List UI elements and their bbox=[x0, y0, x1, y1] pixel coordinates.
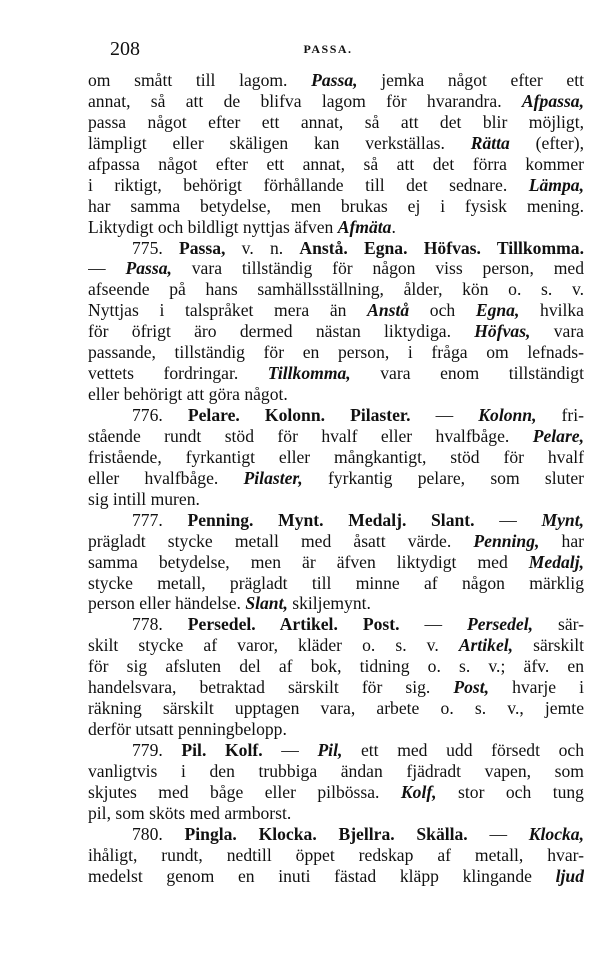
text-line bbox=[88, 321, 584, 342]
keyword: Pilaster, bbox=[243, 467, 303, 488]
text-run: sär- bbox=[533, 614, 584, 635]
text-line bbox=[88, 175, 584, 196]
entry-heading: Anstå. Egna. Höfvas. Tillkomma. bbox=[299, 237, 584, 258]
keyword: Mynt, bbox=[541, 509, 584, 530]
text-run: . bbox=[391, 216, 396, 237]
keyword: Anstå bbox=[367, 300, 410, 321]
text-run: stor och tung bbox=[436, 781, 584, 802]
text-run: derför utsatt penningbelopp. bbox=[88, 719, 287, 740]
text-run: 775. bbox=[132, 237, 180, 258]
text-line bbox=[88, 782, 584, 803]
text-run: fri- bbox=[536, 405, 584, 425]
text-run: — bbox=[88, 258, 126, 279]
page-number: 208 bbox=[110, 38, 140, 60]
keyword: Egna, bbox=[475, 300, 520, 321]
entry-heading: Pelare. Kolonn. Pilaster. bbox=[187, 405, 411, 425]
keyword: Höfvas, bbox=[474, 321, 531, 342]
keyword: Kolf, bbox=[400, 781, 437, 802]
text-run: hvarje i bbox=[489, 677, 584, 698]
keyword: Pelare, bbox=[532, 425, 584, 446]
text-line bbox=[88, 300, 584, 321]
text-run: passande, tillständig för en person, i fråga om lefnads- bbox=[88, 342, 584, 363]
keyword: Rätta bbox=[470, 132, 510, 153]
text-line bbox=[88, 866, 584, 887]
entry-heading: Passa, bbox=[179, 237, 226, 258]
text-line bbox=[88, 426, 584, 447]
text-run: passa något efter ett annat, så att det blir möjligt, bbox=[88, 111, 584, 132]
text-run: 776. bbox=[132, 405, 188, 425]
keyword: Medalj, bbox=[528, 551, 584, 572]
keyword: Lämpa, bbox=[528, 174, 584, 195]
text-run: — bbox=[474, 509, 542, 530]
text-line bbox=[88, 552, 584, 573]
text-run: vara enom tillständigt bbox=[350, 363, 584, 384]
text-run: 777. bbox=[132, 509, 188, 530]
text-line bbox=[88, 677, 584, 698]
text-line bbox=[88, 70, 584, 91]
text-run: och bbox=[409, 300, 476, 321]
keyword: Artikel, bbox=[458, 635, 514, 656]
text-body bbox=[88, 70, 584, 887]
text-run: — bbox=[467, 823, 529, 844]
text-run: vara tillständig för någon viss person, med bbox=[171, 258, 584, 279]
text-run: särskilt bbox=[513, 635, 584, 656]
text-run: jemka något efter ett bbox=[357, 70, 584, 90]
page-header bbox=[88, 38, 568, 64]
keyword: Pil, bbox=[317, 740, 343, 760]
text-run: medelst genom en inuti fästad kläpp klingande bbox=[88, 865, 556, 886]
keyword: Post, bbox=[453, 677, 490, 698]
text-line bbox=[88, 468, 584, 489]
keyword: Tillkomma, bbox=[267, 363, 351, 384]
keyword: ljud bbox=[555, 865, 584, 886]
text-run: — bbox=[410, 405, 479, 425]
entry-heading: Pil. Kolf. bbox=[181, 740, 263, 760]
running-head: PASSA. bbox=[303, 42, 353, 56]
text-run: stående rundt stöd för hvalf eller hvalfbåge. bbox=[88, 425, 533, 446]
entry-heading: Persedel. Artikel. Post. bbox=[187, 614, 400, 635]
text-run: vanligtvis i den trubbiga ändan fjädradt vapen, som bbox=[88, 760, 584, 781]
text-line bbox=[88, 698, 584, 719]
entry-heading: Penning. Mynt. Medalj. Slant. bbox=[187, 509, 475, 530]
text-run: skiljemynt. bbox=[287, 593, 371, 614]
text-line bbox=[88, 196, 584, 217]
text-line bbox=[88, 719, 584, 740]
text-run: fristående, fyrkantigt eller mångkantigt, stöd för hvalf bbox=[88, 446, 584, 467]
text-run: sig intill muren. bbox=[88, 488, 200, 509]
text-run: hvilka bbox=[519, 300, 584, 321]
keyword: Slant, bbox=[245, 593, 288, 614]
text-run: skjutes med båge eller pilbössa. bbox=[88, 781, 401, 802]
text-run: Nyttjas i talspråket mera än bbox=[88, 300, 368, 321]
text-run: prägladt stycke metall med åsatt värde. bbox=[88, 530, 474, 551]
text-line bbox=[88, 133, 584, 154]
entry-heading: Pingla. Klocka. Bjellra. Skälla. bbox=[184, 823, 468, 844]
text-run: 779. bbox=[132, 740, 182, 760]
text-line bbox=[88, 279, 584, 300]
text-line bbox=[88, 405, 584, 426]
text-run: afseende på hans samhällsställning, ålder, kön o. s. v. bbox=[88, 279, 584, 300]
text-line bbox=[88, 824, 584, 845]
text-run: afpassa något efter ett annat, så att det förra kommer bbox=[88, 153, 584, 174]
text-run: (efter), bbox=[509, 132, 584, 153]
text-run: — bbox=[399, 614, 468, 635]
text-run: 778. bbox=[132, 614, 188, 635]
text-run: pil, som sköts med armborst. bbox=[88, 802, 292, 823]
text-run: ett med udd försedt och bbox=[342, 740, 584, 760]
keyword: Afpassa, bbox=[521, 90, 584, 111]
text-line bbox=[88, 363, 584, 384]
text-run: räkning särskilt upptagen vara, arbete o. s. v., jemte bbox=[88, 698, 584, 719]
text-run: annat, så att de blifva lagom för hvarandra. bbox=[88, 90, 522, 111]
text-run: — bbox=[262, 740, 318, 760]
text-line bbox=[88, 510, 584, 531]
text-line bbox=[88, 656, 584, 677]
text-line bbox=[88, 614, 584, 635]
text-run: vettets fordringar. bbox=[88, 363, 268, 384]
text-run: samma betydelse, men är äfven liktydigt med bbox=[88, 551, 529, 572]
keyword: Passa, bbox=[311, 70, 358, 90]
text-run: handelsvara, betraktad särskilt för sig. bbox=[88, 677, 454, 698]
text-line bbox=[88, 740, 584, 761]
text-run: har bbox=[539, 530, 584, 551]
text-line bbox=[88, 845, 584, 866]
text-run: person eller händelse. bbox=[88, 593, 246, 614]
text-line bbox=[88, 258, 584, 279]
text-line bbox=[88, 531, 584, 552]
text-line bbox=[88, 154, 584, 175]
keyword: Kolonn, bbox=[478, 405, 537, 425]
text-run: fyrkantig pelare, som sluter bbox=[302, 467, 584, 488]
text-line bbox=[88, 489, 584, 510]
keyword: Persedel, bbox=[467, 614, 533, 635]
text-line bbox=[88, 803, 584, 824]
text-line bbox=[88, 384, 584, 405]
text-line bbox=[88, 447, 584, 468]
text-line bbox=[88, 593, 584, 614]
text-line bbox=[88, 91, 584, 112]
text-line bbox=[88, 342, 584, 363]
text-line bbox=[88, 635, 584, 656]
text-line bbox=[88, 217, 584, 238]
text-run: 780. bbox=[132, 823, 185, 844]
text-line bbox=[88, 761, 584, 782]
text-line bbox=[88, 238, 584, 259]
keyword: Penning, bbox=[473, 530, 540, 551]
keyword: Klocka, bbox=[528, 823, 584, 844]
text-run: för sig afsluten del af bok, tidning o. s. v.; äfv. en bbox=[88, 656, 584, 677]
text-run: ihåligt, rundt, nedtill öppet redskap af metall, hvar- bbox=[88, 844, 584, 865]
text-run: för öfrigt äro dermed nästan liktydiga. bbox=[88, 321, 475, 342]
text-run: skilt stycke af varor, kläder o. s. v. bbox=[88, 635, 459, 656]
keyword: Afmäta bbox=[337, 216, 392, 237]
text-run: stycke metall, prägladt till minne af någon märklig bbox=[88, 572, 584, 593]
text-run: i riktigt, behörigt förhållande till det sednare. bbox=[88, 174, 529, 195]
text-run: eller behörigt att göra något. bbox=[88, 384, 288, 405]
keyword: Passa, bbox=[125, 258, 172, 279]
text-line bbox=[88, 112, 584, 133]
text-run: har samma betydelse, men brukas ej i fysisk mening. bbox=[88, 195, 584, 216]
text-run: om smått till lagom. bbox=[88, 70, 312, 90]
text-run: Liktydigt och bildligt nyttjas äfven bbox=[88, 216, 338, 237]
text-run: lämpligt eller skäligen kan verkställas. bbox=[88, 132, 471, 153]
text-run: eller hvalfbåge. bbox=[88, 467, 244, 488]
text-line bbox=[88, 573, 584, 594]
text-run: v. n. bbox=[225, 237, 300, 258]
text-run: vara bbox=[530, 321, 584, 342]
